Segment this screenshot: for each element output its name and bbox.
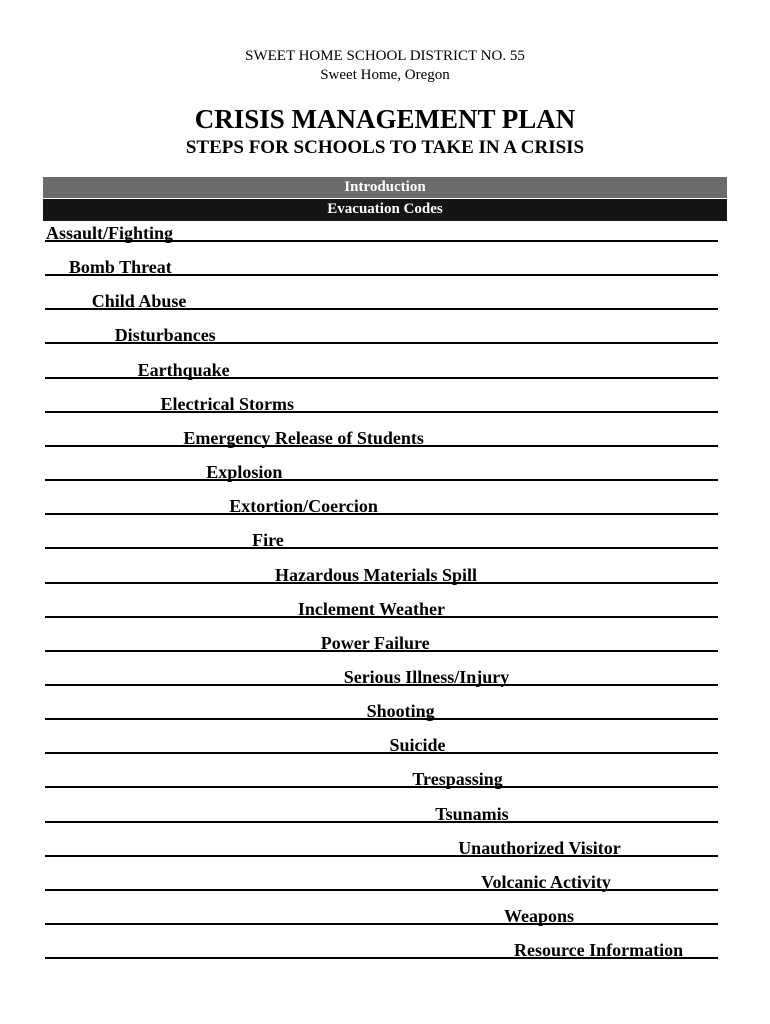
topic-label: Volcanic Activity xyxy=(481,871,611,892)
topic-row[interactable] xyxy=(45,564,718,585)
topic-label: Inclement Weather xyxy=(297,598,446,619)
topic-row[interactable] xyxy=(45,257,718,278)
topic-row[interactable] xyxy=(45,393,718,414)
topic-label: Bomb Threat xyxy=(68,257,172,278)
topic-label: Serious Illness/Injury xyxy=(343,666,510,687)
topic-row[interactable] xyxy=(45,223,718,243)
topic-label: Unauthorized Visitor xyxy=(458,837,621,858)
page-subtitle: STEPS FOR SCHOOLS TO TAKE IN A CRISIS xyxy=(185,137,585,158)
topic-row[interactable] xyxy=(45,291,718,312)
topic-row[interactable] xyxy=(45,496,718,517)
topic-label: Suicide xyxy=(389,735,446,756)
district-name: SWEET HOME SCHOOL DISTRICT NO. 55 xyxy=(245,48,525,64)
topic-label: Hazardous Materials Spill xyxy=(275,564,477,585)
topic-row[interactable] xyxy=(45,427,718,448)
evacuation-codes-link[interactable]: Evacuation Codes xyxy=(43,199,727,221)
district-location: Sweet Home, Oregon xyxy=(320,67,450,83)
topic-label: Shooting xyxy=(366,701,435,722)
topic-label: Weapons xyxy=(504,906,575,926)
topic-label: Earthquake xyxy=(137,359,230,380)
topic-label: Emergency Release of Students xyxy=(183,427,424,448)
topic-label: Tsunamis xyxy=(435,803,509,824)
topic-label: Trespassing xyxy=(412,769,503,790)
topic-row[interactable] xyxy=(45,735,718,756)
topic-label: Resource Information xyxy=(514,940,684,961)
topic-row[interactable] xyxy=(45,462,718,483)
topic-label: Explosion xyxy=(206,462,283,483)
topic-row[interactable] xyxy=(45,530,718,551)
topic-label: Child Abuse xyxy=(91,291,187,312)
topic-label: Power Failure xyxy=(320,632,430,653)
topic-row[interactable] xyxy=(45,906,718,926)
topic-row[interactable] xyxy=(45,940,718,961)
topic-row[interactable] xyxy=(45,359,718,380)
introduction-link[interactable]: Introduction xyxy=(43,177,727,198)
topic-row[interactable] xyxy=(45,769,718,790)
topic-row[interactable] xyxy=(45,598,718,619)
topic-label: Extortion/Coercion xyxy=(229,496,378,517)
topic-row[interactable] xyxy=(45,632,718,653)
topic-row[interactable] xyxy=(45,803,718,824)
topic-row[interactable] xyxy=(45,325,718,346)
topic-row[interactable] xyxy=(45,666,718,687)
topic-label: Electrical Storms xyxy=(160,393,294,414)
topic-label: Disturbances xyxy=(114,325,216,346)
topic-label: Assault/Fighting xyxy=(46,223,174,243)
topic-row[interactable] xyxy=(45,701,718,722)
topic-label: Fire xyxy=(252,530,284,551)
topic-row[interactable] xyxy=(45,871,718,892)
page-title: CRISIS MANAGEMENT PLAN xyxy=(194,104,576,134)
topic-row[interactable] xyxy=(45,837,718,858)
